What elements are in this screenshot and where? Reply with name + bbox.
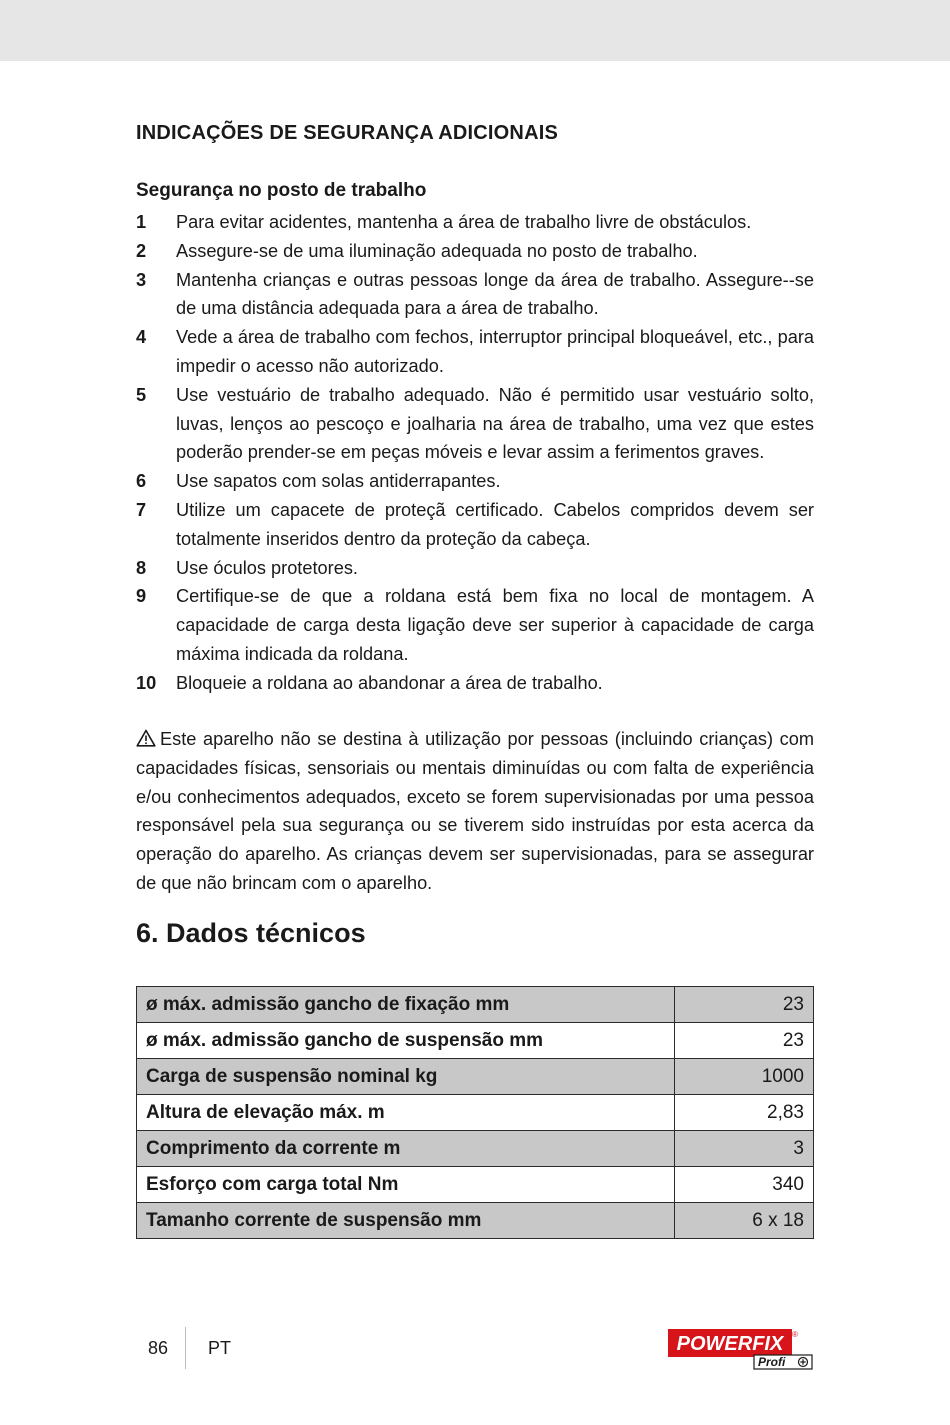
section-title: INDICAÇÕES DE SEGURANÇA ADICIONAIS	[136, 122, 559, 144]
item-text: Bloqueie a roldana ao abandonar a área de trabalho.	[176, 672, 603, 693]
item-text: Mantenha crianças e outras pessoas longe da área de trabalho. Assegure--se de uma distância adequada para a área de trabalho.	[176, 269, 814, 319]
page-number: 86	[148, 1338, 169, 1358]
row-value: 6 x 18	[675, 1203, 814, 1239]
technical-data-table	[136, 986, 814, 1239]
warning-paragraph	[136, 725, 814, 898]
top-gray-band	[0, 0, 950, 61]
item-number: 2	[136, 240, 147, 261]
item-number: 6	[136, 471, 147, 492]
item-number: 8	[136, 557, 147, 578]
list-item	[136, 582, 814, 668]
row-value: 1000	[675, 1059, 814, 1095]
row-value: 23	[675, 987, 814, 1023]
item-number: 9	[136, 586, 147, 607]
item-number: 10	[136, 672, 157, 693]
table-row	[137, 1167, 814, 1203]
table-row	[137, 1203, 814, 1239]
table-row	[137, 987, 814, 1023]
row-label: Esforço com carga total Nm	[137, 1167, 675, 1203]
item-text: Utilize um capacete de proteçã certificado. Cabelos compridos devem ser totalmente inseridos dentro da proteção da cabeça.	[176, 499, 814, 549]
powerfix-logo	[668, 1327, 814, 1371]
row-label: Carga de suspensão nominal kg	[137, 1059, 675, 1095]
item-number: 7	[136, 499, 147, 520]
item-text: Assegure-se de uma iluminação adequada no posto de trabalho.	[176, 240, 698, 261]
table-row	[137, 1095, 814, 1131]
row-label: Altura de elevação máx. m	[137, 1095, 675, 1131]
list-item	[136, 208, 814, 237]
item-text: Certifique-se de que a roldana está bem fixa no local de montagem. A capacidade de carga desta ligação deve ser superior à capacidade de carga máxima indicada da roldana.	[176, 586, 814, 664]
logo-sub-text: Profi	[758, 1355, 786, 1369]
language-code: PT	[208, 1338, 232, 1358]
registered-mark: ®	[792, 1330, 798, 1339]
row-value: 2,83	[675, 1095, 814, 1131]
list-item	[136, 381, 814, 467]
row-label: Comprimento da corrente m	[137, 1131, 675, 1167]
table-row	[137, 1023, 814, 1059]
row-value: 23	[675, 1023, 814, 1059]
safety-list	[136, 208, 814, 698]
list-item	[136, 669, 814, 698]
item-text: Vede a área de trabalho com fechos, interruptor principal bloqueável, etc., para impedir o acesso não autorizado.	[176, 327, 814, 376]
warning-triangle-icon	[136, 729, 156, 747]
list-item	[136, 266, 814, 324]
item-number: 1	[136, 212, 147, 232]
warning-text: Este aparelho não se destina à utilização por pessoas (incluindo crianças) com capacidades físicas, sensoriais ou mentais diminuídas ou com falta de experiência e/ou conhecimentos adequados, exceto se forem supervisionadas por uma pessoa responsável pela sua segurança ou se tiverem sido instruídas por esta acerca da operação do aparelho. As crianças devem ser supervisionadas, para se assegurar de que não brincam com o aparelho.	[136, 729, 814, 893]
row-label: ø máx. admissão gancho de fixação mm	[137, 987, 675, 1023]
table-row	[137, 1059, 814, 1095]
item-number: 3	[136, 269, 147, 290]
item-text: Para evitar acidentes, mantenha a área de trabalho livre de obstáculos.	[176, 212, 752, 232]
row-value: 340	[675, 1167, 814, 1203]
item-text: Use sapatos com solas antiderrapantes.	[176, 471, 501, 492]
list-item	[136, 496, 814, 554]
item-number: 4	[136, 327, 147, 348]
list-item	[136, 467, 814, 496]
row-value: 3	[675, 1131, 814, 1167]
logo-brand-text: POWERFIX	[676, 1333, 784, 1355]
chapter-title: 6. Dados técnicos	[136, 918, 366, 948]
list-item	[136, 554, 814, 583]
item-text: Use óculos protetores.	[176, 557, 358, 578]
row-label: Tamanho corrente de suspensão mm	[137, 1203, 675, 1239]
subheading: Segurança no posto de trabalho	[136, 180, 427, 201]
list-item	[136, 323, 814, 381]
item-text: Use vestuário de trabalho adequado. Não é permitido usar vestuário solto, luvas, lenços ao pescoço e joalharia na área de trabalho, uma vez que estes poderão prender-se em peças móveis e levar assim a ferimentos graves.	[176, 384, 814, 463]
list-item	[136, 237, 814, 266]
item-number: 5	[136, 384, 147, 405]
row-label: ø máx. admissão gancho de suspensão mm	[137, 1023, 675, 1059]
footer-divider	[185, 1327, 186, 1369]
table-row	[137, 1131, 814, 1167]
